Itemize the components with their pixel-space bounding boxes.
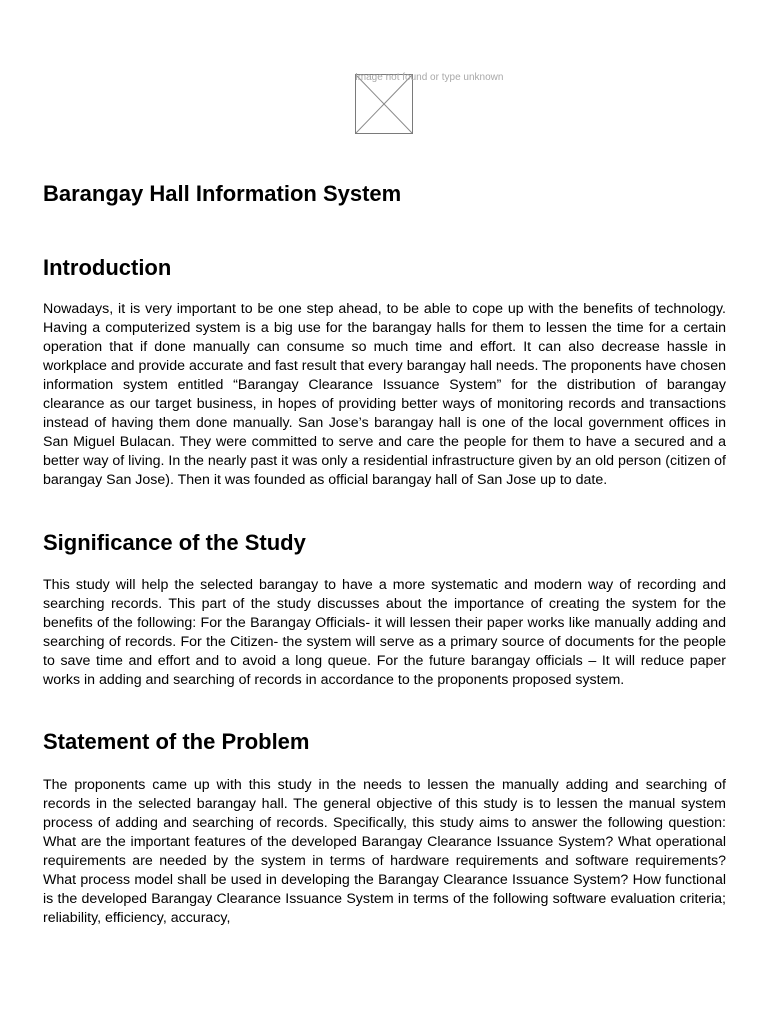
section-heading-statement-of-problem: Statement of the Problem [43, 729, 310, 754]
broken-image-placeholder [355, 72, 504, 134]
section-body-introduction: Nowadays, it is very important to be one step ahead, to be able to cope up with the benefits of technology. Having a computerized system is a big use for the barangay halls for them to lessen the time for a certain operation that if done manually can consume so much time and effort. It can also decrease hassle in workplace and provide accurate and fast result that every barangay hall needs. The proponents have chosen information system entitled “Barangay Clearance Issuance System” for the distribution of barangay clearance as our target business, in hopes of providing better ways of monitoring records and transactions instead of having them done manually. San Jose’s barangay hall is one of the local government offices in San Miguel Bulacan. They were committed to serve and care the people for them to have a secured and a better way of living. In the nearly past it was only a residential infrastructure given by an old person (citizen of barangay San Jose). Then it was founded as official barangay hall of San Jose up to date. [43, 301, 726, 488]
section-body-statement-of-problem: The proponents came up with this study in the needs to lessen the manually adding and searching of records in the selected barangay hall. The general objective of this study is to lessen the manual system process of adding and searching of records. Specifically, this study aims to answer the following question: What are the important features of the developed Barangay Clearance Issuance System? What operational requirements are needed by the system in terms of hardware requirements and software requirements? What process model shall be used in developing the Barangay Clearance Issuance System? How functional is the developed Barangay Clearance Issuance System in terms of the following software evaluation criteria; reliability, efficiency, accuracy, [43, 777, 726, 926]
broken-image-label: Image not found or type unknown [355, 72, 504, 83]
section-heading-significance: Significance of the Study [43, 530, 306, 555]
section-body-significance: This study will help the selected barangay to have a more systematic and modern way of recording and searching records. This part of the study discusses about the importance of creating the system for the benefits of the following: For the Barangay Officials- it will lessen their paper works like manually adding and searching of records. For the Citizen- the system will serve as a primary source of documents for the people to save time and effort and to avoid a long queue. For the future barangay officials – It will reduce paper works in adding and searching of records in accordance to the proponents proposed system. [43, 577, 726, 688]
section-heading-introduction: Introduction [43, 255, 172, 280]
document-title: Barangay Hall Information System [43, 181, 402, 206]
